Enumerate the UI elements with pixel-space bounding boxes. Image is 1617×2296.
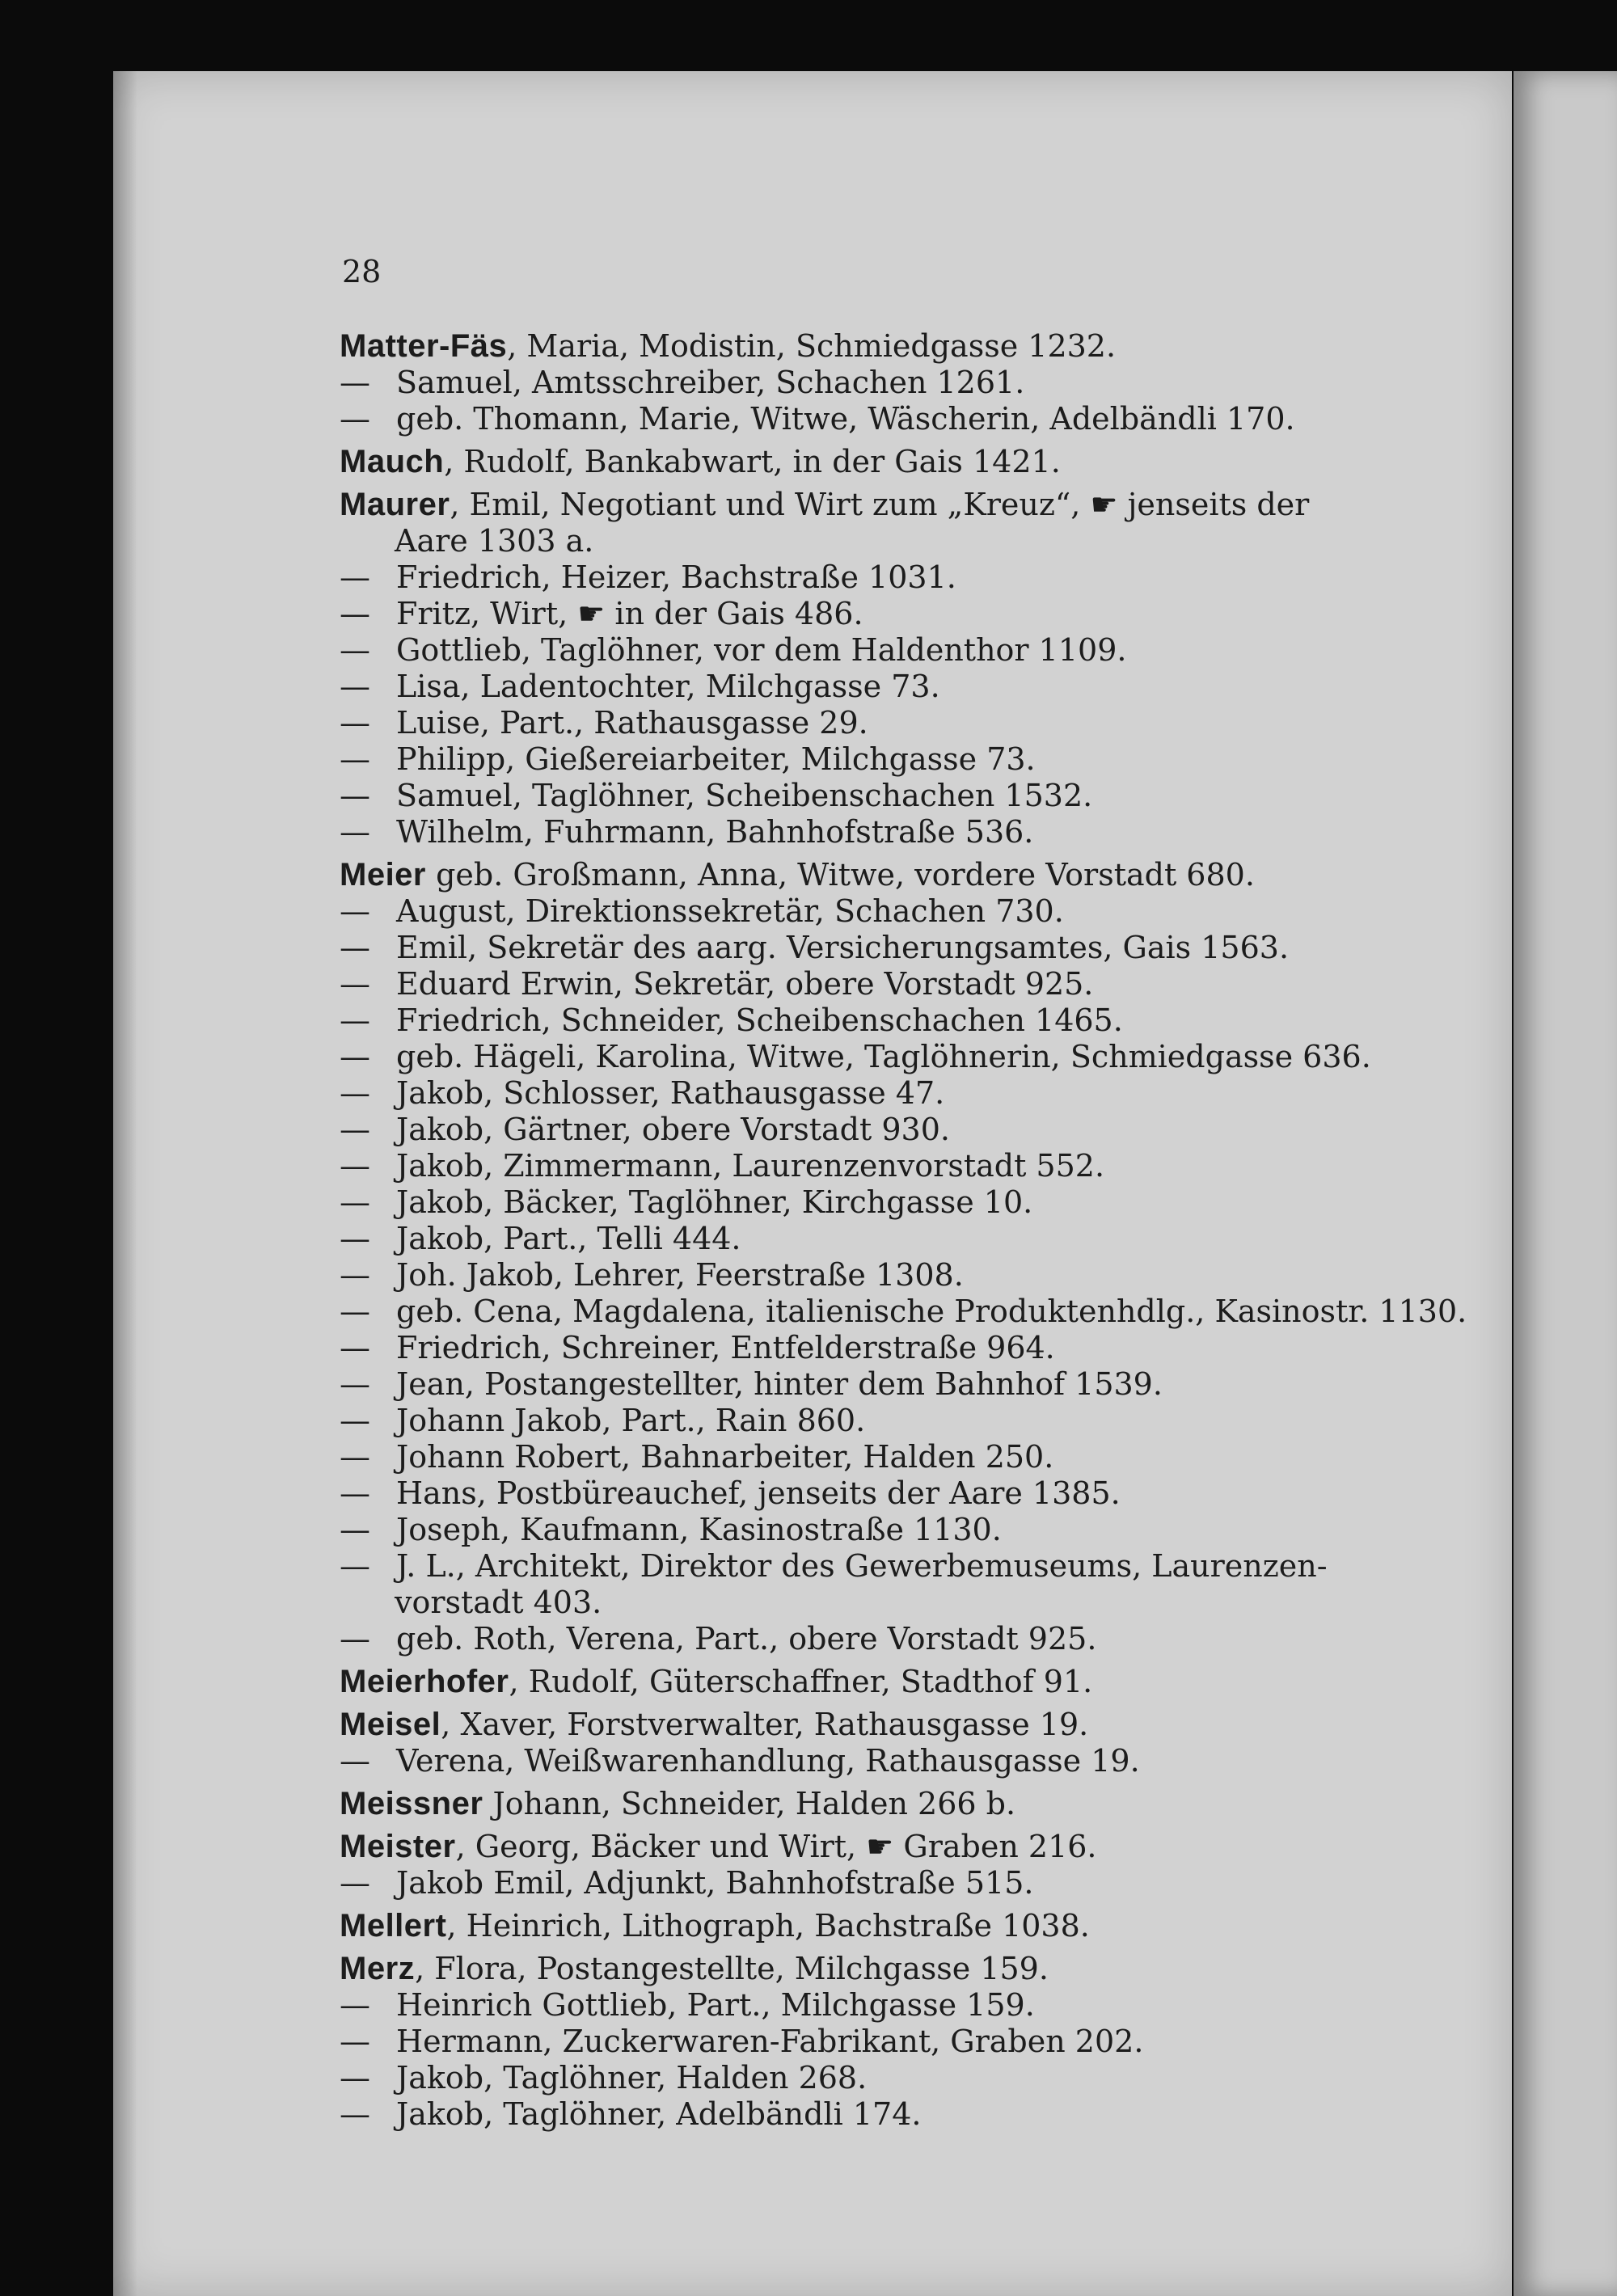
entry-line: [340, 2024, 1143, 2059]
entry-text: Wilhelm, Fuhrmann, Bahnhofstraße 536.: [396, 814, 1034, 850]
entry-sub-row: [340, 814, 1552, 850]
entry-text: August, Direktionssekretär, Schachen 730.: [396, 893, 1064, 929]
page-sheet: [113, 71, 1512, 2296]
entry-text: Jakob, Gärtner, obere Vorstadt 930.: [396, 1112, 950, 1147]
entry-text: Friedrich, Heizer, Bachstraße 1031.: [396, 559, 956, 595]
entry-text: Heinrich Gottlieb, Part., Milchgasse 159.: [396, 1987, 1035, 2023]
entry-sub-row: [340, 559, 1552, 596]
entry-text: , Flora, Postangestellte, Milchgasse 159.: [415, 1951, 1049, 1986]
entry-line: [340, 1330, 1055, 1365]
entry-text: Friedrich, Schneider, Scheibenschachen 1465.: [396, 1002, 1123, 1038]
entry-line: [340, 632, 1126, 668]
entry-line: [340, 857, 1255, 893]
entry-text: Emil, Sekretär des aarg. Versicherungsamtes, Gais 1563.: [396, 930, 1290, 965]
surname: Meissner: [340, 1786, 483, 1821]
entry-line: [340, 1548, 1328, 1584]
entry-text: geb. Cena, Magdalena, italienische Produktenhdlg., Kasinostr. 1130.: [396, 1294, 1467, 1329]
entry-text: , Rudolf, Güterschaffner, Stadthof 91.: [509, 1664, 1093, 1699]
entry-text: Johann, Schneider, Halden 266 b.: [483, 1786, 1016, 1821]
ditto-dash: —: [340, 669, 370, 704]
entry-text: Lisa, Ladentochter, Milchgasse 73.: [396, 669, 940, 704]
entry-line: [340, 705, 868, 741]
ditto-dash: —: [340, 1330, 370, 1365]
entry-sub-row: [340, 2024, 1552, 2060]
surname: Meisel: [340, 1707, 441, 1742]
entry-text: Fritz, Wirt, ☛ in der Gais 486.: [396, 596, 863, 631]
entry-sub-row: [340, 1075, 1552, 1112]
entry-sub-row: [340, 741, 1552, 778]
entry-sub-row: [340, 966, 1552, 1002]
surname: Mellert: [340, 1908, 447, 1944]
entry-line: [340, 1257, 964, 1293]
entry-sub-row: [340, 1439, 1552, 1475]
entry-text: Luise, Part., Rathausgasse 29.: [396, 705, 868, 741]
entry-line: [340, 1865, 1033, 1901]
surname: Matter-Fäs: [340, 328, 508, 364]
surname: Mauch: [340, 444, 445, 479]
directory-entries: [340, 328, 1552, 2133]
entry-sub-row: [340, 2060, 1552, 2096]
entry-text: , Xaver, Forstverwalter, Rathausgasse 19.: [441, 1707, 1089, 1742]
ditto-dash: —: [340, 741, 370, 777]
entry-text: Johann Jakob, Part., Rain 860.: [396, 1403, 866, 1438]
entry-line: [340, 1987, 1035, 2023]
entry-text: J. L., Architekt, Direktor des Gewerbemuseums, Laurenzen-: [396, 1548, 1328, 1584]
entry-head-row: [340, 1951, 1552, 1987]
ditto-dash: —: [340, 2024, 370, 2059]
entry-sub-row: [340, 1621, 1552, 1657]
entry-text: geb. Hägeli, Karolina, Witwe, Taglöhnerin, Schmiedgasse 636.: [396, 1039, 1371, 1074]
ditto-dash: —: [340, 966, 370, 1002]
entry-line: [340, 444, 1061, 479]
adjacent-page-edge: [1514, 71, 1617, 2296]
entry-sub-row: [340, 1330, 1552, 1366]
ditto-dash: —: [340, 1221, 370, 1256]
entry-line: [340, 559, 956, 595]
entry-text: Jakob, Taglöhner, Adelbändli 174.: [396, 2096, 922, 2132]
entry-sub-row: [340, 1987, 1552, 2024]
ditto-dash: —: [340, 401, 370, 437]
ditto-dash: —: [340, 930, 370, 965]
entry-text: Joseph, Kaufmann, Kasinostraße 1130.: [396, 1512, 1002, 1547]
entry-line: [340, 1403, 865, 1438]
entry-line: [340, 487, 1309, 522]
ditto-dash: —: [340, 1743, 370, 1779]
entry-continuation: Aare 1303 a.: [395, 523, 594, 559]
entry-line: [340, 1112, 950, 1147]
entry-head-row: [340, 1829, 1552, 1865]
entry-text: Samuel, Taglöhner, Scheibenschachen 1532.: [396, 778, 1093, 813]
entry-text: Joh. Jakob, Lehrer, Feerstraße 1308.: [396, 1257, 964, 1293]
entry-line: [340, 1221, 741, 1256]
entry-sub-row: [340, 1865, 1552, 1901]
entry-sub-row: [340, 705, 1552, 741]
entry-sub-row: [340, 1112, 1552, 1148]
entry-text: Jakob, Schlosser, Rathausgasse 47.: [396, 1075, 945, 1111]
entry-text: , Rudolf, Bankabwart, in der Gais 1421.: [444, 444, 1061, 479]
surname: Maurer: [340, 487, 450, 522]
entry-text: Jakob, Bäcker, Taglöhner, Kirchgasse 10.: [396, 1184, 1033, 1220]
entry-head-row: [340, 444, 1552, 480]
ditto-dash: —: [340, 1294, 370, 1329]
ditto-dash: —: [340, 2096, 370, 2132]
entry-text: , Emil, Negotiant und Wirt zum „Kreuz“, ☛ jenseits der: [450, 487, 1310, 522]
surname: Meister: [340, 1829, 456, 1864]
entry-line: [340, 328, 1116, 364]
ditto-dash: —: [340, 1439, 370, 1475]
entry-head-row: [340, 857, 1552, 893]
entry-text: Jakob, Zimmermann, Laurenzenvorstadt 552.: [396, 1148, 1105, 1184]
ditto-dash: —: [340, 2060, 370, 2096]
ditto-dash: —: [340, 596, 370, 631]
entry-line: [340, 1621, 1096, 1657]
entry-text: Verena, Weißwarenhandlung, Rathausgasse 19.: [396, 1743, 1140, 1779]
entry-line: [340, 893, 1064, 929]
entry-continuation: vorstadt 403.: [395, 1585, 602, 1620]
entry-line: [340, 401, 1295, 437]
entry-line: [340, 1294, 1467, 1329]
entry-text: Jakob Emil, Adjunkt, Bahnhofstraße 515.: [396, 1865, 1034, 1901]
entry-line: [340, 1366, 1163, 1402]
entry-line: [340, 596, 863, 631]
entry-line: [340, 365, 1024, 400]
ditto-dash: —: [340, 1075, 370, 1111]
entry-head-row: [340, 328, 1552, 365]
entry-text: Friedrich, Schreiner, Entfelderstraße 964.: [396, 1330, 1055, 1365]
entry-sub-row: [340, 1184, 1552, 1221]
entry-text: Hermann, Zuckerwaren-Fabrikant, Graben 202.: [396, 2024, 1144, 2059]
ditto-dash: —: [340, 1184, 370, 1220]
ditto-dash: —: [340, 1148, 370, 1184]
ditto-dash: —: [340, 1366, 370, 1402]
ditto-dash: —: [340, 1112, 370, 1147]
entry-sub-row: [340, 1403, 1552, 1439]
entry-line: [340, 1786, 1015, 1821]
ditto-dash: —: [340, 1002, 370, 1038]
entry-head-row: [340, 1664, 1552, 1700]
ditto-dash: —: [340, 365, 370, 400]
entry-line: [340, 1184, 1032, 1220]
entry-line: [340, 669, 940, 704]
entry-text: , Maria, Modistin, Schmiedgasse 1232.: [507, 328, 1117, 364]
entry-sub-row: [340, 1039, 1552, 1075]
entry-head-row: [340, 1786, 1552, 1822]
entry-text: Jean, Postangestellter, hinter dem Bahnhof 1539.: [396, 1366, 1163, 1402]
entry-line: [340, 778, 1092, 813]
entry-line: [340, 1707, 1088, 1742]
entry-sub-row: [340, 401, 1552, 437]
entry-line: [340, 1039, 1371, 1074]
entry-sub-row: [340, 1548, 1552, 1621]
ditto-dash: —: [340, 632, 370, 668]
entry-sub-row: [340, 1294, 1552, 1330]
ditto-dash: —: [340, 1865, 370, 1901]
entry-line: [340, 1512, 1002, 1547]
ditto-dash: —: [340, 1987, 370, 2023]
entry-sub-row: [340, 1148, 1552, 1184]
surname: Meier: [340, 857, 426, 893]
entry-text: Gottlieb, Taglöhner, vor dem Haldenthor 1109.: [396, 632, 1127, 668]
entry-line: [340, 1951, 1049, 1986]
entry-head-row: [340, 1707, 1552, 1743]
entry-line: [340, 814, 1033, 850]
ditto-dash: —: [340, 1475, 370, 1511]
entry-text: Eduard Erwin, Sekretär, obere Vorstadt 925.: [396, 966, 1094, 1002]
entry-sub-row: [340, 1257, 1552, 1294]
entry-text: geb. Großmann, Anna, Witwe, vordere Vorstadt 680.: [426, 857, 1255, 893]
entry-sub-row: [340, 365, 1552, 401]
ditto-dash: —: [340, 1403, 370, 1438]
entry-text: geb. Thomann, Marie, Witwe, Wäscherin, Adelbändli 170.: [396, 401, 1295, 437]
entry-sub-row: [340, 2096, 1552, 2133]
entry-line: [340, 1002, 1123, 1038]
entry-line: [340, 1743, 1140, 1779]
entry-line: [340, 966, 1093, 1002]
entry-line: [340, 1475, 1121, 1511]
entry-text: Hans, Postbüreauchef, jenseits der Aare 1385.: [396, 1475, 1121, 1511]
entry-line: [340, 1148, 1104, 1184]
entry-sub-row: [340, 778, 1552, 814]
page-number: 28: [342, 254, 382, 289]
entry-text: Johann Robert, Bahnarbeiter, Halden 250.: [396, 1439, 1054, 1475]
entry-text: , Georg, Bäcker und Wirt, ☛ Graben 216.: [455, 1829, 1097, 1864]
entry-sub-row: [340, 1221, 1552, 1257]
ditto-dash: —: [340, 1257, 370, 1293]
entry-text: Jakob, Part., Telli 444.: [396, 1221, 741, 1256]
entry-text: geb. Roth, Verena, Part., obere Vorstadt 925.: [396, 1621, 1097, 1657]
entry-sub-row: [340, 1512, 1552, 1548]
entry-line: [340, 1908, 1090, 1944]
entry-line: [340, 1439, 1053, 1475]
entry-line: [340, 1829, 1097, 1864]
entry-head-row: [340, 487, 1552, 559]
entry-line: [340, 930, 1289, 965]
entry-sub-row: [340, 632, 1552, 669]
entry-text: , Heinrich, Lithograph, Bachstraße 1038.: [446, 1908, 1090, 1944]
surname: Meierhofer: [340, 1664, 509, 1699]
entry-sub-row: [340, 1002, 1552, 1039]
entry-sub-row: [340, 669, 1552, 705]
ditto-dash: —: [340, 559, 370, 595]
ditto-dash: —: [340, 814, 370, 850]
ditto-dash: —: [340, 778, 370, 813]
entry-text: Samuel, Amtsschreiber, Schachen 1261.: [396, 365, 1025, 400]
ditto-dash: —: [340, 1039, 370, 1074]
entry-sub-row: [340, 1475, 1552, 1512]
entry-line: [340, 2060, 867, 2096]
entry-text: Jakob, Taglöhner, Halden 268.: [396, 2060, 868, 2096]
ditto-dash: —: [340, 705, 370, 741]
ditto-dash: —: [340, 1621, 370, 1657]
entry-head-row: [340, 1908, 1552, 1944]
ditto-dash: —: [340, 1512, 370, 1547]
entry-text: Philipp, Gießereiarbeiter, Milchgasse 73.: [396, 741, 1036, 777]
entry-sub-row: [340, 930, 1552, 966]
entry-sub-row: [340, 1366, 1552, 1403]
entry-sub-row: [340, 596, 1552, 632]
entry-line: [340, 2096, 921, 2132]
entry-line: [340, 741, 1036, 777]
ditto-dash: —: [340, 893, 370, 929]
entry-line: [340, 1664, 1092, 1699]
entry-line: [340, 1075, 944, 1111]
entry-sub-row: [340, 893, 1552, 930]
surname: Merz: [340, 1951, 416, 1986]
entry-sub-row: [340, 1743, 1552, 1779]
ditto-dash: —: [340, 1548, 370, 1584]
